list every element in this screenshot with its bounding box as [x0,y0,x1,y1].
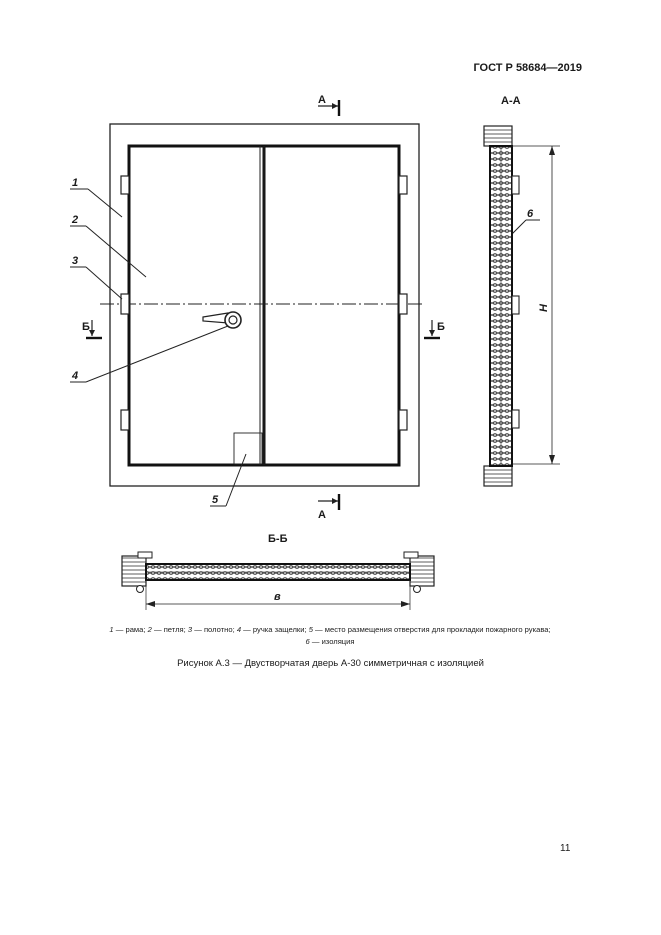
dimension-height: H [538,304,550,312]
callouts [70,189,540,506]
callout-5: 5 [212,494,219,506]
callout-4: 4 [72,370,79,382]
door-leaf-left [129,146,264,465]
section-marker-a-bottom [318,494,339,521]
section-marker-b-left [82,320,102,338]
label-a-top: А [318,94,326,106]
callout-1: 1 [72,177,79,189]
callout-2: 2 [72,214,79,226]
legend-line-1: 1 — рама; 2 — петля; 3 — полотно; 4 — ручка защелки; 5 — место размещения отверстия для прокладки пожарного рукава; [109,625,551,634]
label-b-right: Б [437,321,445,333]
door-leaf-right [264,146,399,465]
front-view [70,94,540,521]
dimension-width: в [274,591,281,603]
view-bb-title: Б-Б [268,533,288,545]
page-number: 11 [560,843,571,854]
section-view-aa [484,95,560,486]
document-id: ГОСТ Р 58684—2019 [473,62,582,74]
figure-caption: Рисунок А.3 — Двустворчатая дверь А-30 симметричная с изоляцией [177,658,484,669]
legend-line-2: 6 — изоляция [305,637,355,646]
callout-3: 3 [72,255,79,267]
label-b-left: Б [82,321,90,333]
latch-handle [203,312,241,328]
callout-6: 6 [527,208,534,220]
label-a-bottom: А [318,509,326,521]
section-marker-a-top [318,94,339,116]
section-view-bb [122,533,434,610]
view-aa-title: А-А [501,95,521,107]
hose-opening [234,433,262,464]
section-marker-b-right [424,320,445,338]
